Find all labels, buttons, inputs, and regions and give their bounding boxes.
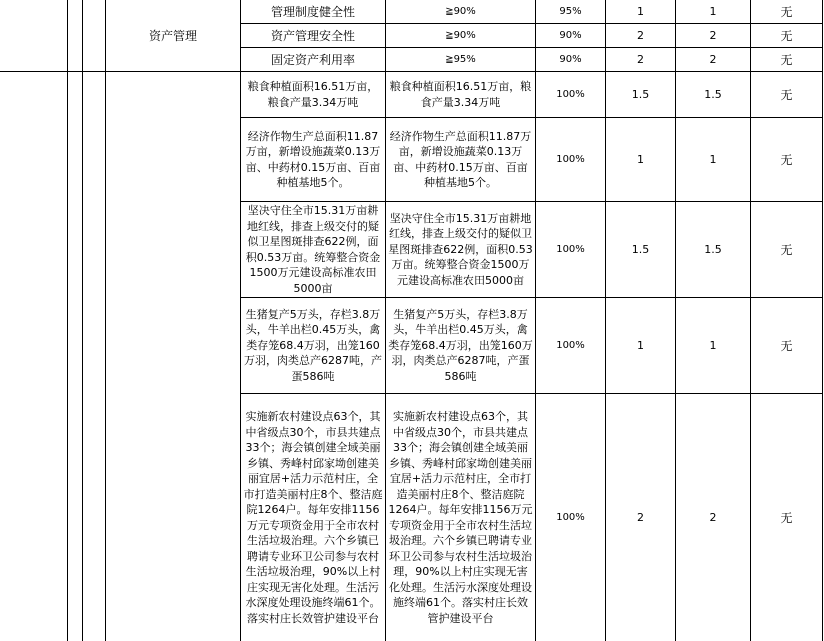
actual-description-cell: [386, 72, 535, 117]
actual-description: 实施新农村建设点63个，其中省级点30个，市县共建点33个；海会镇创建全域美丽乡镇、秀峰村邱家坳创建美丽宜居+活力示范村庄，全市打造美丽村庄8个、整洁庭院1264户。每年安排1156万元专项资金用于全市农村生活垃圾治理。六个乡镇已聘请专业环卫公司参与农村生活垃圾治理，90%以上村庄实现无害化处理。生活污水深度处理设施终端61个。落实村庄长效管护建设平台: [388, 410, 533, 625]
rate-cell: 100%: [556, 154, 585, 165]
score-cell: 1.5: [704, 88, 722, 101]
target-cell: ≧95%: [445, 54, 476, 65]
actual-description: 粮食种植面积16.51万亩，粮食产量3.34万吨: [389, 80, 532, 109]
score-cell: 1.5: [704, 243, 722, 256]
score-cell: 2: [709, 29, 717, 42]
weight-cell: 1.5: [631, 88, 650, 101]
target-description-cell: [241, 298, 385, 393]
actual-cell: 90%: [559, 54, 582, 65]
target-cell: ≧90%: [445, 30, 476, 41]
note-cell: 无: [780, 29, 793, 43]
score-cell: 2: [709, 53, 717, 66]
grid-line: [67, 0, 68, 641]
note-cell: 无: [780, 243, 793, 257]
note-cell: 无: [780, 53, 793, 67]
score-cell: 1: [709, 153, 717, 166]
weight-cell: 1.5: [631, 243, 650, 256]
weight-cell: 1: [637, 5, 644, 18]
target-description: 生猪复产5万头，存栏3.8万头，牛羊出栏0.45万头，禽类存笼68.4万羽，出笼160万羽，肉类总产6287吨，产蛋586吨: [244, 307, 382, 383]
note-cell: 无: [780, 153, 793, 167]
indicator-cell: 资产管理安全性: [270, 29, 355, 43]
score-cell: 2: [709, 511, 717, 524]
actual-description-cell: [386, 118, 535, 201]
weight-cell: 2: [637, 511, 644, 524]
weight-cell: 1: [637, 153, 644, 166]
score-cell: 1: [709, 5, 717, 18]
weight-cell: 2: [637, 29, 644, 42]
note-cell: 无: [780, 511, 793, 525]
score-cell: 1: [709, 339, 717, 352]
grid-line: [822, 0, 823, 641]
target-description-cell: [241, 118, 385, 201]
actual-cell: 95%: [559, 6, 582, 17]
target-description: 实施新农村建设点63个，其中省级点30个，市县共建点33个；海会镇创建全域美丽乡镇、秀峰村邱家坳创建美丽宜居+活力示范村庄，全市打造美丽村庄8个、整洁庭院1264户。每年安排1156万元专项资金用于全市农村生活垃圾治理。六个乡镇已聘请专业环卫公司参与农村生活垃圾治理，90%以上村庄实现无害化处理。生活污水深度处理设施终端61个。落实村庄长效管护建设平台: [243, 410, 383, 625]
target-description: 坚决守住全市15.31万亩耕地红线，排查上级交付的疑似卫星图斑排查622例，面积0.53万亩。统筹整合资金1500万元建设高标准农田5000亩: [245, 204, 381, 295]
actual-description: 经济作物生产总面积11.87万亩，新增设施蔬菜0.13万亩、中药材0.15万亩、百亩种植基地5个。: [389, 129, 532, 189]
indicator-cell: 固定资产利用率: [270, 53, 355, 67]
category-label: 资产管理: [148, 29, 197, 43]
actual-description-cell: [386, 202, 535, 297]
note-cell: 无: [780, 339, 793, 353]
actual-description: 坚决守住全市15.31万亩耕地红线，排查上级交付的疑似卫星图斑排查622例，面积0.53万亩。统筹整合资金1500万元建设高标准农田5000亩: [388, 211, 533, 287]
target-description-cell: [241, 202, 385, 297]
note-cell: 无: [780, 5, 793, 19]
actual-cell: 90%: [559, 30, 582, 41]
target-description-cell: [241, 72, 385, 117]
grid-line: [82, 0, 83, 641]
target-description: 经济作物生产总面积11.87万亩，新增设施蔬菜0.13万亩、中药材0.15万亩、百亩种植基地5个。: [245, 129, 381, 189]
note-cell: 无: [780, 88, 793, 102]
rate-cell: 100%: [556, 244, 585, 255]
weight-cell: 2: [637, 53, 644, 66]
actual-description-cell: [386, 298, 535, 393]
actual-description: 生猪复产5万头，存栏3.8万头，牛羊出栏0.45万头，禽类存笼68.4万羽，出笼160万羽，肉类总产6287吨，产蛋586吨: [388, 307, 533, 383]
actual-description-cell: [386, 394, 535, 641]
weight-cell: 1: [637, 339, 644, 352]
target-cell: ≧90%: [445, 6, 476, 17]
target-description-cell: [241, 394, 385, 641]
indicator-cell: 管理制度健全性: [270, 5, 355, 19]
target-description: 粮食种植面积16.51万亩，粮食产量3.34万吨: [247, 80, 379, 109]
rate-cell: 100%: [556, 340, 585, 351]
rate-cell: 100%: [556, 512, 585, 523]
rate-cell: 100%: [556, 89, 585, 100]
grid-line: [105, 0, 106, 641]
